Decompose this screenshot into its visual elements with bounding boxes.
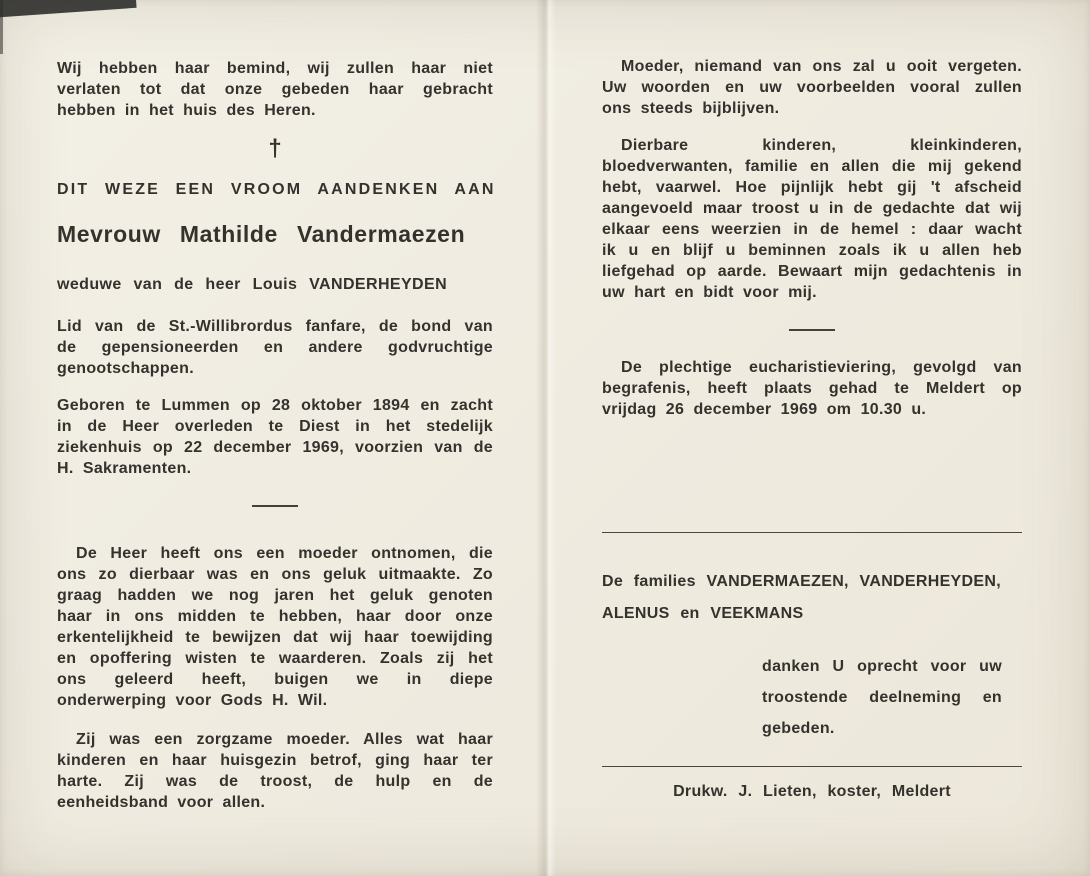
- funeral-paragraph: De plechtige eucharistieviering, gevolgd van begrafenis, heeft plaats gehad te Meldert op vrijdag 26 december 1969 om 10.30 u.: [602, 359, 1022, 418]
- life-dates-paragraph: Geboren te Lummen op 28 oktober 1894 en zacht in de Heer overleden te Diest in het stedelijk ziekenhuis op 22 december 1969, voorzien van de H. Sakramenten.: [57, 397, 493, 477]
- deceased-name: Mevrouw Mathilde Vandermaezen: [57, 221, 466, 247]
- printer-credit-line: Drukw. J. Lieten, koster, Meldert: [673, 783, 951, 800]
- membership-paragraph: Lid van de St.-Willibrordus fanfare, de bond van de gepensioneerden en andere godvruchtige genootschappen.: [57, 318, 493, 377]
- farewell-paragraph-1: Moeder, niemand van ons zal u ooit vergeten. Uw woorden en uw voorbeelden vooral zullen ons steeds bijblijven.: [602, 58, 1022, 117]
- section-divider: [789, 329, 835, 331]
- families-line-1: De families VANDERMAEZEN, VANDERHEYDEN,: [602, 573, 1001, 590]
- families-line-2: ALENUS en VEEKMANS: [602, 605, 804, 622]
- tribute-paragraph-1: De Heer heeft ons een moeder ontnomen, die ons zo dierbaar was en ons geluk uitmaakte. Zo graag hadden we nog jaren het geluk genoten haar in ons midden te hebben, haar door onze erkentelijkheid te bewijzen dat wij haar toewijding en opoffering wisten te waarderen. Zoals zij het ons geleerd heeft, buigen we in diepe onderwerping voor Gods H. Wil.: [57, 545, 493, 709]
- thanks-paragraph: danken U oprecht voor uw troostende deelneming en gebeden.: [762, 658, 1002, 737]
- opening-paragraph: Wij hebben haar bemind, wij zullen haar niet verlaten tot dat onze gebeden haar gebracht hebben in het huis des Heren.: [57, 60, 493, 119]
- cross-icon: †: [268, 135, 282, 162]
- section-divider: [252, 505, 298, 507]
- right-page: [545, 0, 1090, 876]
- tribute-paragraph-2: Zij was een zorgzame moeder. Alles wat haar kinderen en haar huisgezin betrof, ging haar ter harte. Zij was de troost, de hulp en de eenheidsband voor allen.: [57, 731, 493, 811]
- horizontal-rule: [602, 766, 1022, 767]
- horizontal-rule: [602, 532, 1022, 533]
- memorial-line: DIT WEZE EEN VROOM AANDENKEN AAN: [57, 181, 496, 198]
- farewell-paragraph-2: Dierbare kinderen, kleinkinderen, bloedverwanten, familie en allen die mij gekend hebt, vaarwel. Hoe pijnlijk hebt gij 't afscheid aangevoeld maar troost u in de gedachte dat wij elkaar eens weerzien in de hemel : daar wacht ik u en blijf u beminnen zoals ik u allen heb liefgehad op aarde. Bewaart mijn gedachtenis in uw hart en bidt voor mij.: [602, 137, 1022, 301]
- widow-line: weduwe van de heer Louis VANDERHEYDEN: [57, 276, 448, 293]
